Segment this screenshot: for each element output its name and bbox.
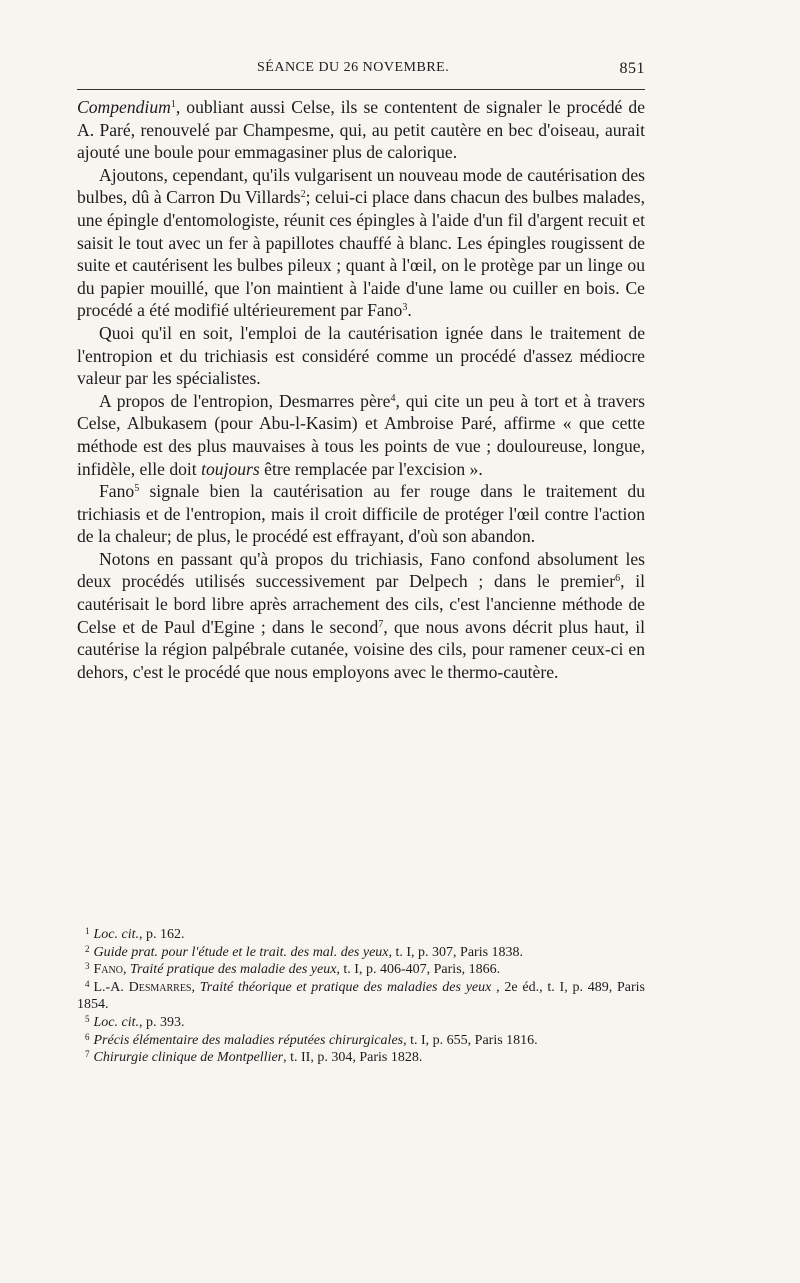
paragraph-text: , que nous avons décrit plus haut, il cautérise la région palpébrale cutanée, voisine des cils, pour ramener ceux-ci en dehors, c'est le procédé que nous employons avec le thermo-cautère.: [77, 616, 645, 682]
footnote-text: , t. I, p. 307, Paris 1838.: [388, 944, 524, 960]
paragraph-text: .: [407, 300, 412, 321]
paragraph-4: [77, 390, 645, 480]
footnote-italic: Guide prat. pour l'étude et le trait. des mal. des yeux: [93, 944, 389, 960]
footnote-ref: 3: [402, 302, 408, 314]
footnote-italic: Loc. cit.: [93, 927, 139, 942]
footnote-2: [77, 944, 645, 962]
footnote-7: [77, 1049, 645, 1067]
paragraph-text: signale bien la cautérisation au fer rouge dans le traitement du trichiasis et de l'entropion, mais il croit difficile de protéger l'œil contre l'action de la chaleur; de plus, le procédé est effrayant, d'où son abandon.: [77, 481, 645, 547]
paragraph-text: , il cautérisait le bord libre après arrachement des cils, c'est l'ancienne méthode de Celse et de Paul d'Egine ; dans le second: [77, 571, 646, 637]
footnote-italic: Traité pratique des maladie des yeux: [129, 962, 337, 978]
footnote-text: , p. 162.: [139, 927, 185, 942]
footnote-6: [77, 1032, 645, 1050]
paragraph-text: Ajoutons, cependant, qu'ils vulgarisent un nouveau mode de cautérisation des bulbes, dû à Carron Du Villards: [77, 164, 645, 208]
footnote-ref: 7: [378, 618, 384, 630]
footnote-number: 4: [85, 978, 90, 989]
page-number: 851: [619, 60, 645, 77]
footnote-separator: ,: [191, 979, 200, 995]
paragraph-3: [77, 322, 645, 390]
footnote-number: 7: [85, 1049, 90, 1060]
footnote-text: , t. II, p. 304, Paris 1828.: [283, 1050, 423, 1066]
footnote-ref: 2: [300, 189, 306, 201]
paragraph-5: [77, 480, 645, 548]
paragraph-text: , oubliant aussi Celse, ils se contentent de signaler le procédé de A. Paré, renouvelé par Champesme, qui, au petit cautère en bec d'oiseau, aurait ajouté une boule pour emmagasiner plus de calorique.: [77, 97, 645, 163]
paragraph-text: être remplacée par l'excision ».: [259, 458, 483, 479]
header-rule: [77, 89, 645, 90]
paragraph-text: ; celui-ci place dans chacun des bulbes malades, une épingle d'entomologiste, réunit ces épingles à l'aide d'un fil d'argent recuit et saisit le tout avec un fer à papillotes chauffé à blanc. Les épingles rougissent de suite et cautérisent les bulbes pileux ; quant à l'œil, on le protège par un linge ou du papier mouillé, que l'on maintient à l'aide d'une lame ou cuiller en bois. Ce procédé a été modifié ultérieurement par Fano: [77, 187, 645, 321]
footnote-1: [77, 926, 645, 944]
paragraph-text: A propos de l'entropion, Desmarres père: [99, 390, 391, 411]
footnote-number: 6: [85, 1031, 90, 1042]
footnote-italic: Loc. cit.: [93, 1014, 139, 1030]
footnote-number: 2: [85, 943, 90, 954]
paragraph-text: Quoi qu'il en soit, l'emploi de la cautérisation ignée dans le traitement de l'entropion et du trichiasis est considéré comme un procédé d'assez médiocre valeur par les spécialistes.: [77, 322, 645, 389]
footnote-4: [77, 979, 645, 1014]
footnote-number: 5: [85, 1013, 90, 1024]
paragraph-text: , qui cite un peu à tort et à travers Celse, Albukasem (pour Abu-l-Kasim) et Ambroise Paré, affirme « que cette méthode est des plus mauvaises à tous les points de vue ; douloureuse, longue, infidèle, elle doit: [77, 390, 645, 479]
footnote-number: 1: [85, 926, 90, 936]
footnote-ref: 1: [170, 99, 176, 110]
running-title: SÉANCE DU 26 NOVEMBRE.: [257, 60, 450, 75]
footnote-separator: ,: [122, 962, 130, 978]
footnote-text: , 2e éd., t. I, p. 489, Paris 1854.: [77, 979, 646, 1013]
footnote-5: [77, 1014, 645, 1032]
paragraph-6: [77, 548, 645, 684]
footnotes: [77, 926, 645, 1067]
paragraph-2: [77, 164, 645, 322]
footnote-text: , t. I, p. 655, Paris 1816.: [403, 1032, 538, 1048]
footnote-author: Fano: [93, 962, 123, 978]
footnote-text: , t. I, p. 406-407, Paris, 1866.: [336, 962, 501, 978]
italic-emphasis: toujours: [201, 458, 260, 479]
footnote-author: L.-A. Desmarres: [93, 979, 192, 995]
italic-title: Compendium: [77, 97, 171, 117]
footnote-ref: 6: [615, 573, 621, 585]
footnote-italic: Précis élémentaire des maladies réputées chirurgicales: [93, 1032, 404, 1048]
paragraph-text: Fano: [99, 481, 135, 502]
footnote-ref: 5: [134, 483, 140, 495]
footnote-3: [77, 961, 645, 979]
footnote-number: 3: [85, 961, 90, 972]
running-header: [77, 60, 645, 84]
paragraph-1: [77, 96, 645, 164]
book-page: [77, 0, 645, 1283]
footnote-italic: Chirurgie clinique de Montpellier: [93, 1050, 284, 1066]
footnote-ref: 4: [390, 392, 396, 404]
footnote-italic: Traité théorique et pratique des maladies des yeux: [199, 979, 492, 995]
paragraph-text: Notons en passant qu'à propos du trichiasis, Fano confond absolument les deux procédés utilisés successivement par Delpech ; dans le premier: [77, 548, 645, 592]
footnote-text: , p. 393.: [139, 1014, 185, 1030]
main-text: [77, 96, 645, 683]
